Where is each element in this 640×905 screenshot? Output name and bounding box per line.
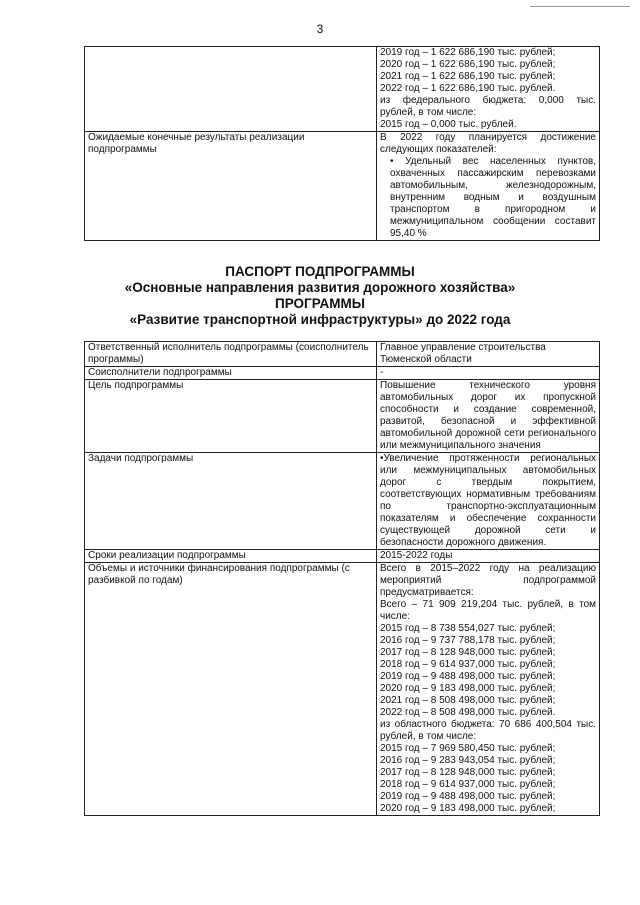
funding-year: 2019 год – 9 488 498,000 тыс. рублей;	[380, 671, 556, 682]
continuation-table	[84, 46, 600, 241]
table-row	[85, 550, 600, 563]
funding-line: 2019 год – 1 622 686,190 тыс. рублей;	[380, 47, 556, 58]
funding-year: 2016 год – 9 737 788,178 тыс. рублей;	[380, 635, 556, 646]
funding-year: 2018 год – 9 614 937,000 тыс. рублей;	[380, 659, 556, 670]
regional-year: 2015 год – 7 969 580,450 тыс. рублей;	[380, 743, 556, 754]
goal-label: Цель подпрограммы	[85, 380, 377, 453]
coexec-label: Соисполнители подпрограммы	[85, 367, 377, 380]
funding-intro: Всего в 2015–2022 году на реализацию мероприятий подпрограммой предусматривается:	[380, 563, 596, 598]
coexec-value: -	[377, 367, 600, 380]
results-label: Ожидаемые конечные результаты реализации подпрограммы	[85, 132, 377, 241]
tasks-label: Задачи подпрограммы	[85, 453, 377, 550]
regional-year: 2020 год – 9 183 498,000 тыс. рублей;	[380, 803, 556, 814]
funding-label: Объемы и источники финансирования подпрограммы (с разбивкой по годам)	[85, 563, 377, 816]
regional-intro: из областного бюджета: 70 686 400,504 тыс. рублей, в том числе:	[380, 719, 596, 742]
regional-year: 2017 год – 8 128 948,000 тыс. рублей;	[380, 767, 556, 778]
heading-line: ПРОГРАММЫ	[275, 296, 365, 311]
executor-label: Ответственный исполнитель подпрограммы (соисполнитель программы)	[85, 342, 377, 367]
table-row	[85, 367, 600, 380]
goal-value: Повышение технического уровня автомобильных дорог их пропускной способности и создание современной, развитой, безопасной и эффективной автомобильной дорожной сети регионального или межмуниципального значения	[377, 380, 600, 453]
passport-heading	[0, 264, 640, 328]
table-row	[85, 380, 600, 453]
tasks-value: •Увеличение протяженности региональных или межмуниципальных автомобильных дорог с твердым покрытием, соответствующих нормативным требованиям по транспортно-эксплуатационным показателям и обеспечение сохранности существующей дорожной сети и безопасности дорожного движения.	[377, 453, 600, 550]
terms-label: Сроки реализации подпрограммы	[85, 550, 377, 563]
funding-total: Всего – 71 909 219,204 тыс. рублей, в том числе:	[380, 599, 596, 622]
results-value-cell	[377, 132, 600, 241]
table-row	[85, 563, 600, 816]
terms-value: 2015-2022 годы	[377, 550, 600, 563]
regional-year: 2018 год – 9 614 937,000 тыс. рублей;	[380, 779, 556, 790]
funding-year: 2017 год – 8 128 948,000 тыс. рублей;	[380, 647, 556, 658]
heading-line: ПАСПОРТ ПОДПРОГРАММЫ	[225, 264, 415, 279]
top-rule	[530, 6, 630, 7]
funding-line: рублей, в том числе:	[380, 107, 477, 118]
heading-line: «Развитие транспортной инфраструктуры» до 2022 года	[129, 312, 511, 327]
funding-value-cell	[377, 563, 600, 816]
results-bullet: • Удельный вес населенных пунктов, охваченных пассажирским перевозками автомобильным, железнодорожным, внутренним водным и воздушным транспортом в пригородном и межмуниципальном сообщении составит 95,40 %	[390, 156, 596, 239]
regional-year: 2016 год – 9 283 943,054 тыс. рублей;	[380, 755, 556, 766]
passport-table	[84, 341, 600, 816]
results-intro: В 2022 году планируется достижение следующих показателей:	[380, 132, 596, 155]
funding-line: из федерального бюджета: 0,000 тыс.	[380, 95, 596, 106]
funding-continuation-cell	[377, 47, 600, 132]
funding-year: 2022 год – 8 508 498,000 тыс. рублей.	[380, 707, 556, 718]
table-row	[85, 132, 600, 241]
funding-line: 2020 год – 1 622 686,190 тыс. рублей;	[380, 59, 556, 70]
table-cell-empty	[85, 47, 377, 132]
funding-year: 2021 год – 8 508 498,000 тыс. рублей;	[380, 695, 556, 706]
regional-year: 2019 год – 9 488 498,000 тыс. рублей;	[380, 791, 556, 802]
funding-line: 2021 год – 1 622 686,190 тыс. рублей;	[380, 71, 556, 82]
funding-line: 2022 год – 1 622 686,190 тыс. рублей.	[380, 83, 556, 94]
funding-year: 2015 год – 8 738 554,027 тыс. рублей;	[380, 623, 556, 634]
table-row	[85, 47, 600, 132]
funding-year: 2020 год – 9 183 498,000 тыс. рублей;	[380, 683, 556, 694]
heading-line: «Основные направления развития дорожного хозяйства»	[124, 280, 516, 295]
table-row	[85, 342, 600, 367]
page-number: 3	[316, 22, 324, 36]
executor-value: Главное управление строительства Тюменской области	[377, 342, 600, 367]
funding-line: 2015 год – 0,000 тыс. рублей.	[380, 119, 517, 130]
table-row	[85, 453, 600, 550]
